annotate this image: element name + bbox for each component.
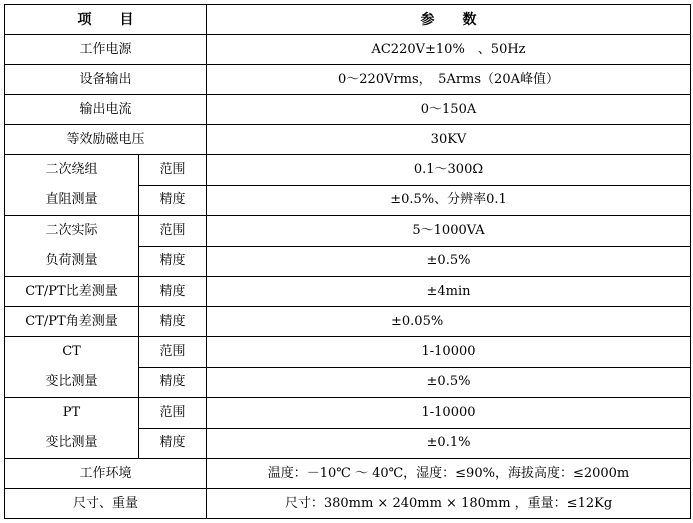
angle-error-label: CT/PT角差测量	[5, 307, 139, 337]
row-output	[5, 65, 691, 95]
current-label: 输出电流	[5, 95, 207, 125]
ct-label-line2: 变比测量	[45, 374, 98, 389]
row-angle-error	[5, 307, 691, 337]
dcr-range-value: 0.1～300Ω	[207, 155, 691, 186]
row-environment	[5, 459, 691, 489]
ct-accuracy-value: ±0.5%	[207, 367, 691, 398]
burden-accuracy-value: ±0.5%	[207, 246, 691, 277]
excitation-label: 等效励磁电压	[5, 125, 207, 155]
pt-sub-range: 范围	[139, 398, 207, 429]
row-pt-range	[5, 398, 691, 429]
ct-range-value: 1-10000	[207, 337, 691, 368]
ct-sub-range: 范围	[139, 337, 207, 368]
ct-label-line1: CT	[62, 344, 81, 359]
burden-label-line1: 二次实际	[45, 223, 98, 238]
row-excitation	[5, 125, 691, 155]
output-value: 0～220Vrms， 5Arms（20A峰值）	[207, 65, 691, 95]
row-burden-range	[5, 216, 691, 247]
row-ratio-error	[5, 277, 691, 307]
spec-table	[4, 4, 691, 519]
ratio-error-sub: 精度	[139, 277, 207, 307]
pt-accuracy-value: ±0.1%	[207, 428, 691, 459]
dcr-sub-accuracy: 精度	[139, 185, 207, 216]
dcr-label	[5, 155, 139, 216]
burden-range-value: 5～1000VA	[207, 216, 691, 247]
pt-sub-accuracy: 精度	[139, 428, 207, 459]
power-value: AC220V±10% 、50Hz	[207, 35, 691, 65]
pt-label-line2: 变比测量	[45, 435, 98, 450]
dcr-accuracy-value: ±0.5%、分辨率0.1	[207, 185, 691, 216]
angle-error-sub: 精度	[139, 307, 207, 337]
ct-label	[5, 337, 139, 398]
ratio-error-label: CT/PT比差测量	[5, 277, 139, 307]
burden-label	[5, 216, 139, 277]
burden-sub-accuracy: 精度	[139, 246, 207, 277]
row-dcr-range	[5, 155, 691, 186]
size-value: 尺寸：380mm × 240mm × 180mm ，重量：≤12Kg	[207, 489, 691, 519]
row-ct-range	[5, 337, 691, 368]
header-param: 参 数	[207, 5, 691, 35]
header-item: 项 目	[5, 5, 207, 35]
row-current	[5, 95, 691, 125]
dcr-label-line1: 二次绕组	[45, 162, 98, 177]
burden-label-line2: 负荷测量	[45, 253, 98, 268]
size-label: 尺寸、重量	[5, 489, 207, 519]
dcr-sub-range: 范围	[139, 155, 207, 186]
row-power	[5, 35, 691, 65]
environment-label: 工作环境	[5, 459, 207, 489]
dcr-label-line2: 直阻测量	[45, 192, 98, 207]
power-label: 工作电源	[5, 35, 207, 65]
ct-sub-accuracy: 精度	[139, 367, 207, 398]
burden-sub-range: 范围	[139, 216, 207, 247]
angle-error-value: ±0.05%	[207, 307, 691, 337]
environment-value: 温度：－10℃ ～ 40℃，湿度：≤90%，海拔高度：≤2000m	[207, 459, 691, 489]
excitation-value: 30KV	[207, 125, 691, 155]
ratio-error-value: ±4min	[207, 277, 691, 307]
current-value: 0～150A	[207, 95, 691, 125]
pt-range-value: 1-10000	[207, 398, 691, 429]
header-row	[5, 5, 691, 35]
pt-label-line1: PT	[62, 405, 81, 420]
output-label: 设备输出	[5, 65, 207, 95]
pt-label	[5, 398, 139, 459]
row-size	[5, 489, 691, 519]
